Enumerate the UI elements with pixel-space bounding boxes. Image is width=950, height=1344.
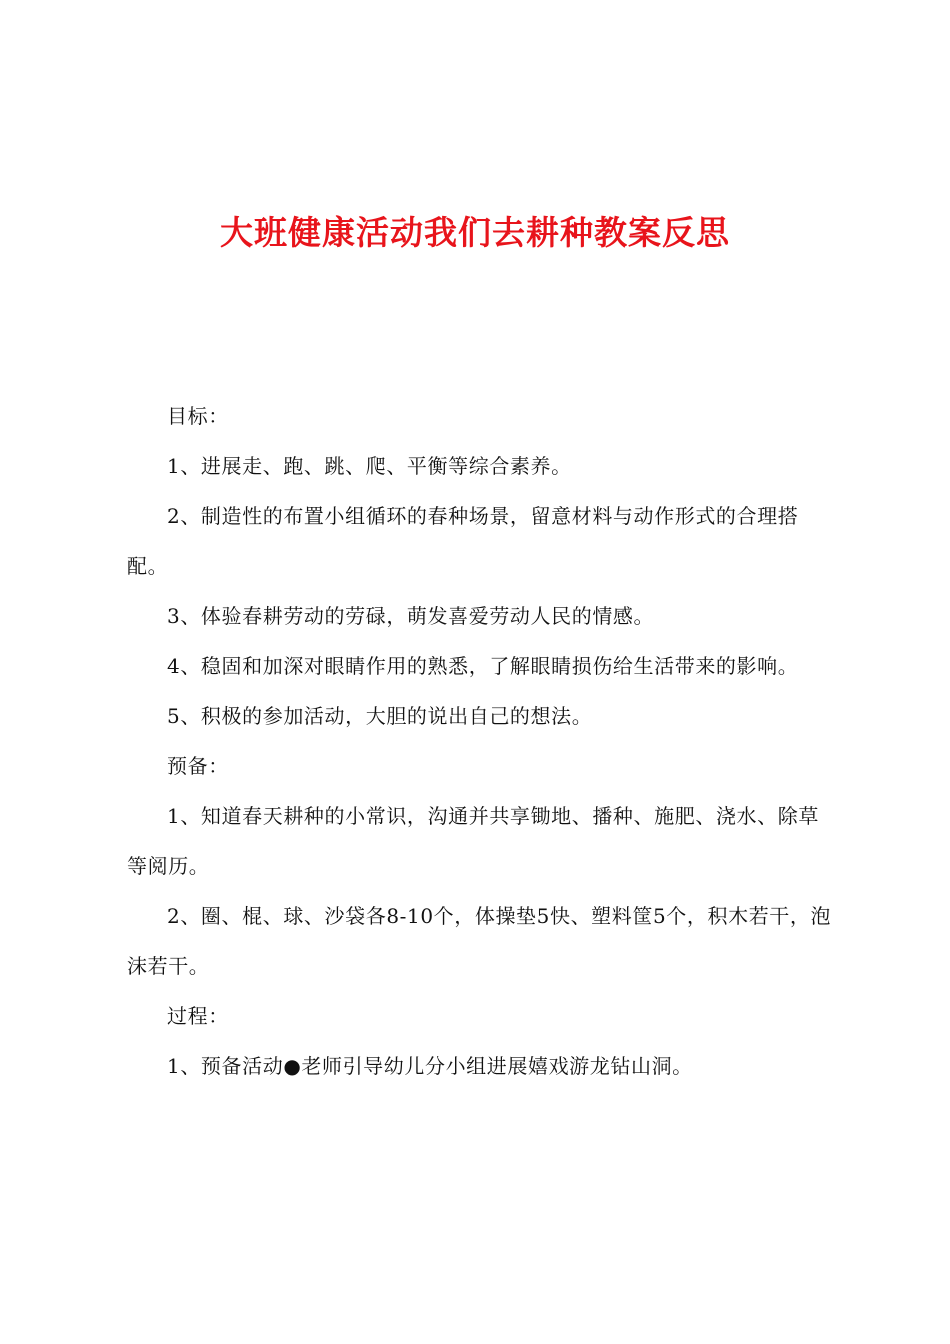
process-item-1: 1、预备活动●老师引导幼儿分小组进展嬉戏游龙钻山洞。	[167, 1054, 693, 1078]
goal-item-4: 4、稳固和加深对眼睛作用的熟悉，了解眼睛损伤给生活带来的影响。	[167, 654, 799, 678]
document-title: 大班健康活动我们去耕种教案反思	[220, 213, 730, 252]
section-heading-goals: 目标：	[167, 404, 229, 428]
preparation-item-2: 2、圈、棍、球、沙袋各8-10个，体操垫5快、塑料筐5个，积木若干，泡沫若干。	[127, 904, 832, 978]
goal-item-1: 1、进展走、跑、跳、爬、平衡等综合素养。	[167, 454, 572, 478]
goal-item-3: 3、体验春耕劳动的劳碌，萌发喜爱劳动人民的情感。	[167, 604, 655, 628]
document-body	[127, 391, 839, 1091]
goal-item-5: 5、积极的参加活动，大胆的说出自己的想法。	[167, 704, 593, 728]
section-heading-process: 过程：	[167, 1004, 229, 1028]
goal-item-2: 2、制造性的布置小组循环的春种场景，留意材料与动作形式的合理搭配。	[127, 504, 799, 578]
section-heading-preparation: 预备：	[167, 754, 229, 778]
preparation-item-1: 1、知道春天耕种的小常识，沟通并共享锄地、播种、施肥、浇水、除草等阅历。	[127, 804, 819, 878]
